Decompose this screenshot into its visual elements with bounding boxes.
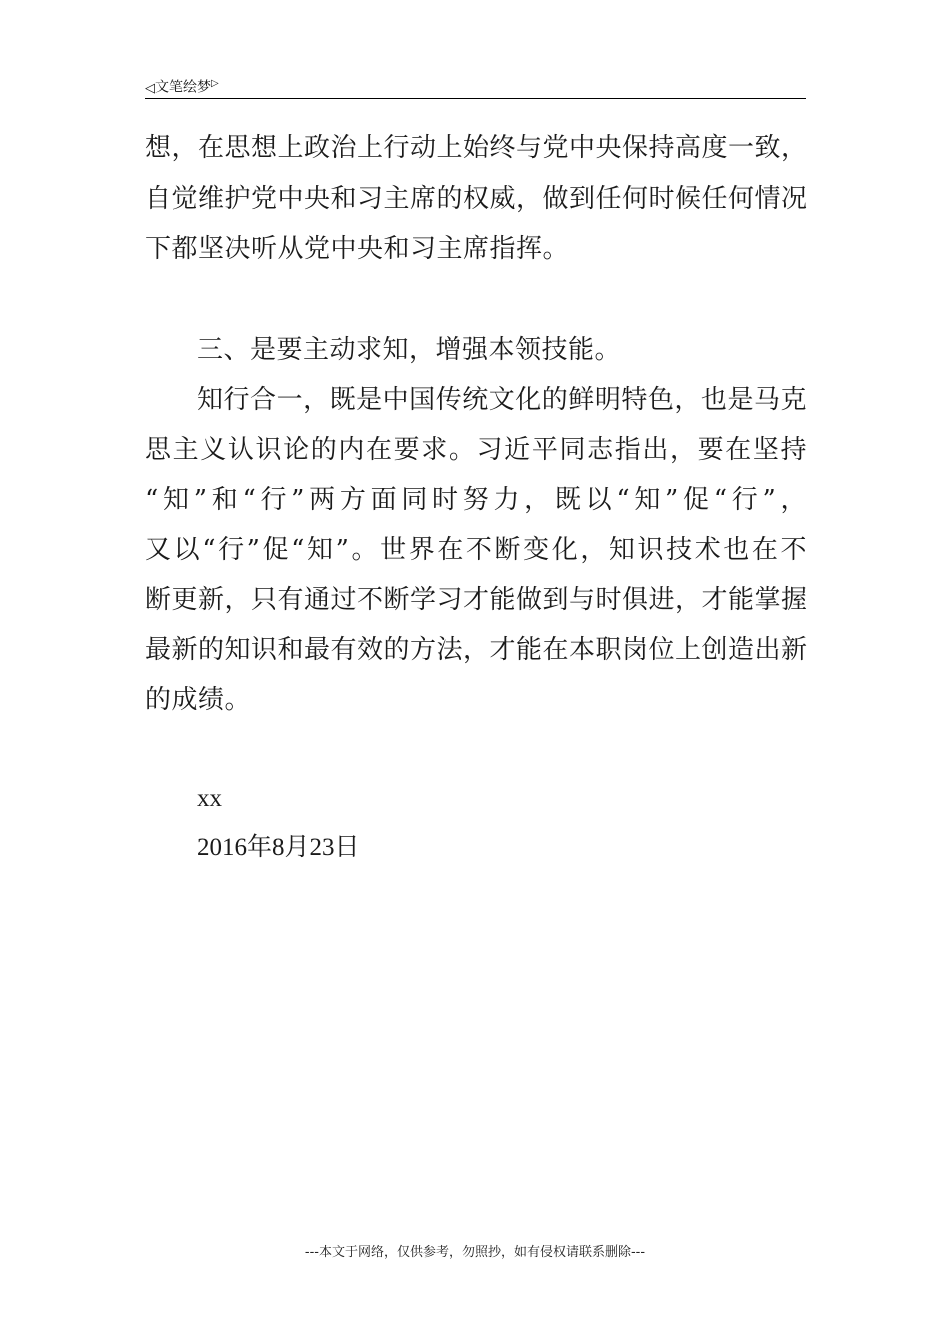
paragraph-line: 思主义认识论的内在要求。习近平同志指出，要在坚持 [145,435,807,465]
paragraph-line: 下都坚决听从党中央和习主席指挥。 [145,234,570,264]
paragraph-line: 知行合一，既是中国传统文化的鲜明特色，也是马克 [197,385,807,415]
paragraph-line: 的成绩。 [145,685,252,715]
paragraph-line: 自觉维护党中央和习主席的权威，做到任何时候任何情况 [145,184,808,214]
paragraph-line: 想，在思想上政治上行动上始终与党中央保持高度一致， [145,133,808,163]
right-triangle-icon: ▷ [211,78,219,89]
signature-name: xx [197,785,222,812]
paragraph-line: 又以“行”促“知”。世界在不断变化，知识技术也在不 [145,535,807,565]
signature-date: 2016年8月23日 [197,834,360,861]
left-triangle-icon: ◁ [145,80,155,96]
header-title: 文笔绘梦 [155,79,211,96]
paragraph-line: “知”和“行”两方面同时努力，既以“知”促“行”， [145,485,807,515]
section-heading: 三、是要主动求知，增强本领技能。 [197,335,622,365]
paragraph-line: 最新的知识和最有效的方法，才能在本职岗位上创造出新 [145,635,808,665]
paragraph-line: 断更新，只有通过不断学习才能做到与时俱进，才能掌握 [145,585,808,615]
page-footer: ---本文于网络，仅供参考，勿照抄，如有侵权请联系删除--- [304,1245,646,1260]
page-header [145,74,806,99]
